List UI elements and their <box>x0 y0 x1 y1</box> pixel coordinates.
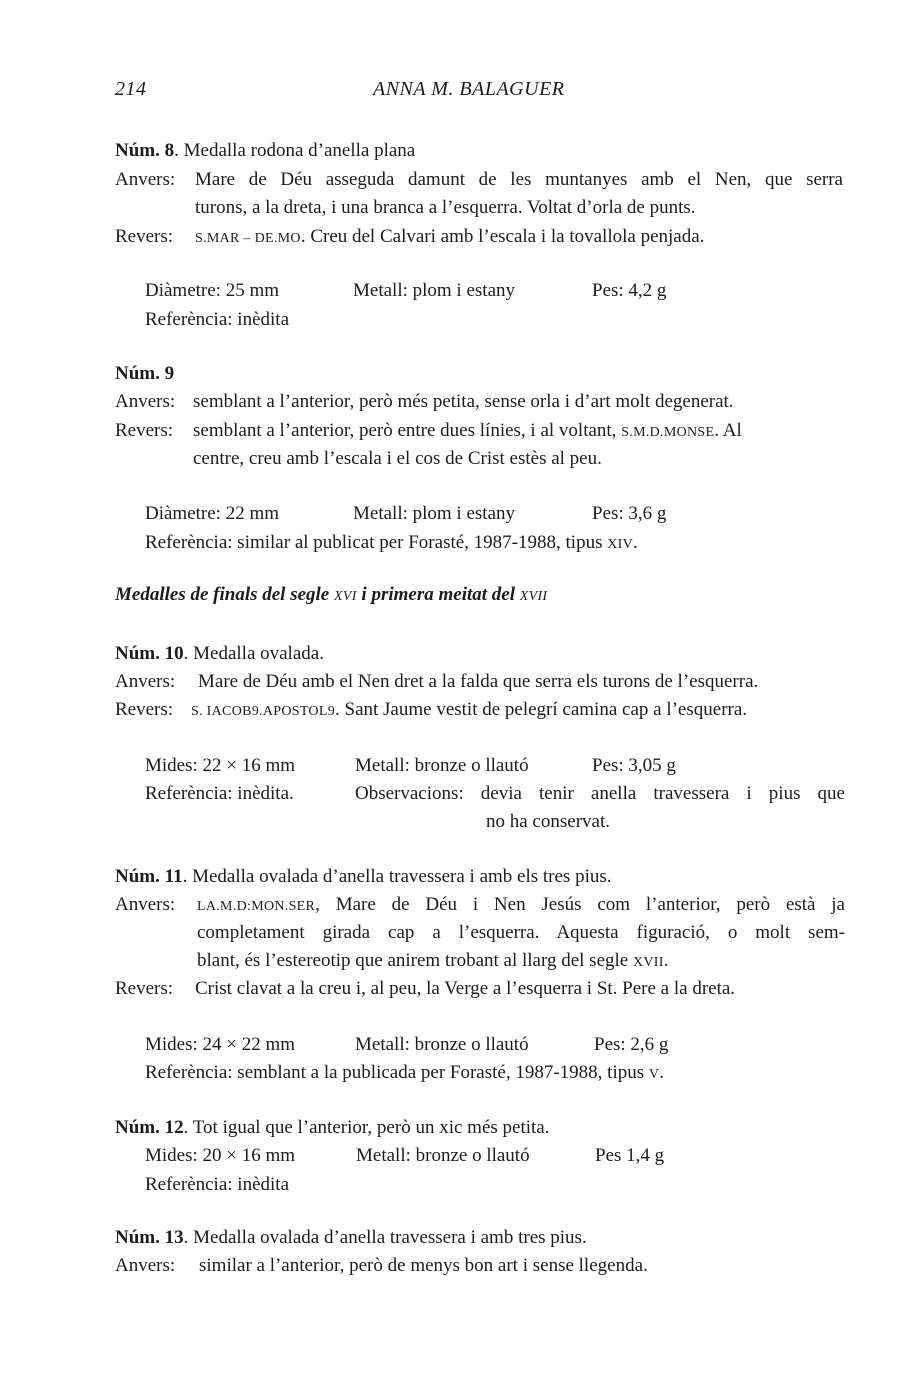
heading-text: Medalles de finals del segle <box>115 584 330 605</box>
entry-8-title <box>115 136 415 165</box>
entry-8-anvers-line1: Mare de Déu asseguda damunt de les muntanyes amb el Nen, que serra <box>195 169 843 190</box>
entry-description: . Medalla ovalada. <box>183 643 324 664</box>
entry-9-metall: Metall: plom i estany <box>353 503 516 524</box>
entry-11-mides: Mides: 24 × 22 mm <box>145 1034 296 1055</box>
entry-10-observacions-line1: Observacions: devia tenir anella travessera i pius que <box>355 783 845 804</box>
entry-11-revers-text: Crist clavat a la creu i, al peu, la Verge a l’esquerra i St. Pere a la dreta. <box>195 978 736 999</box>
entry-11-pes: Pes: 2,6 g <box>594 1034 669 1055</box>
entry-number: Núm. 8 <box>115 140 175 161</box>
entry-13-anvers-text: similar a l’anterior, però de menys bon art i sense llegenda. <box>199 1255 648 1276</box>
entry-10-referencia: Referència: inèdita. <box>145 783 294 804</box>
entry-description: . Medalla ovalada d’anella travessera i amb tres pius. <box>183 1227 587 1248</box>
anvers-description-end: . <box>663 950 669 971</box>
revers-description: semblant a l’anterior, però entre dues línies, i al voltant, <box>193 420 617 441</box>
entry-10-mides: Mides: 22 × 16 mm <box>145 755 296 776</box>
legend-inscription: LA.M.D:MON.SER <box>197 899 316 914</box>
entry-10-revers-text <box>191 695 747 726</box>
heading-century: XVII <box>519 589 548 604</box>
entry-11-anvers-line1 <box>197 890 845 921</box>
revers-description: . Creu del Calvari amb l’escala i la tovallola penjada. <box>300 226 705 247</box>
entry-12-metall: Metall: bronze o llautó <box>356 1145 530 1166</box>
entry-8-pes: Pes: 4,2 g <box>592 280 667 301</box>
entry-8-revers-label: Revers: <box>115 226 174 247</box>
entry-11-metall: Metall: bronze o llautó <box>355 1034 529 1055</box>
entry-9-referencia <box>145 528 638 559</box>
entry-11-anvers-line3 <box>197 946 668 977</box>
entry-12-pes: Pes 1,4 g <box>595 1145 665 1166</box>
entry-9-revers-line1 <box>193 416 742 447</box>
entry-13-title <box>115 1223 587 1252</box>
entry-9-pes: Pes: 3,6 g <box>592 503 667 524</box>
entry-11-revers-label: Revers: <box>115 978 174 999</box>
entry-9-title: Núm. 9 <box>115 363 175 384</box>
revers-description: . Sant Jaume vestit de pelegrí camina cap a l’esquerra. <box>335 699 748 720</box>
entry-13-anvers-label: Anvers: <box>115 1255 176 1276</box>
entry-description: . Tot igual que l’anterior, però un xic més petita. <box>183 1117 550 1138</box>
entry-8-referencia: Referència: inèdita <box>145 309 290 330</box>
entry-number: Núm. 11 <box>115 866 183 887</box>
legend-inscription: S.MAR – DE.MO <box>195 231 301 246</box>
entry-10-metall: Metall: bronze o llautó <box>355 755 529 776</box>
legend-inscription: S.M.D.MONSE <box>621 425 715 440</box>
page-number: 214 <box>115 78 147 100</box>
anvers-description: , Mare de Déu i Nen Jesús com l’anterior, però està ja <box>315 894 845 915</box>
entry-9-revers-label: Revers: <box>115 420 174 441</box>
running-header-author: ANNA M. BALAGUER <box>373 78 565 100</box>
entry-description: . Medalla rodona d’anella plana <box>174 140 416 161</box>
referencia-text: Referència: semblant a la publicada per Forasté, 1987-1988, tipus <box>145 1062 645 1083</box>
entry-10-revers-label: Revers: <box>115 699 174 720</box>
entry-8-revers-text <box>195 222 704 253</box>
entry-10-observacions-line2: no ha conservat. <box>486 811 610 832</box>
entry-11-anvers-line2: completament girada cap a l’esquerra. Aquesta figuració, o molt sem- <box>197 922 845 943</box>
entry-11-title <box>115 862 612 891</box>
anvers-description: blant, és l’estereotip que anirem trobant al llarg del segle <box>197 950 629 971</box>
entry-number: Núm. 12 <box>115 1117 184 1138</box>
referencia-tipus: XIV <box>607 537 634 552</box>
legend-inscription: S. IACOB9.APOSTOL9 <box>191 704 335 719</box>
entry-10-pes: Pes: 3,05 g <box>592 755 676 776</box>
entry-12-title <box>115 1113 549 1142</box>
entry-9-anvers-text: semblant a l’anterior, però més petita, sense orla i d’art molt degenerat. <box>193 391 734 412</box>
entry-11-anvers-label: Anvers: <box>115 894 176 915</box>
entry-8-metall: Metall: plom i estany <box>353 280 516 301</box>
entry-8-diametre: Diàmetre: 25 mm <box>145 280 280 301</box>
entry-10-anvers-label: Anvers: <box>115 671 176 692</box>
entry-8-anvers-line2: turons, a la dreta, i una branca a l’esquerra. Voltat d’orla de punts. <box>195 197 696 218</box>
entry-description: . Medalla ovalada d’anella travessera i amb els tres pius. <box>182 866 612 887</box>
entry-8-anvers-label: Anvers: <box>115 169 176 190</box>
heading-century: XVI <box>334 589 357 604</box>
entry-10-anvers-text: Mare de Déu amb el Nen dret a la falda que serra els turons de l’esquerra. <box>198 671 759 692</box>
entry-number: Núm. 10 <box>115 643 184 664</box>
century-numeral: XVII <box>632 955 664 970</box>
entry-11-referencia <box>145 1058 664 1089</box>
heading-text-mid: i primera meitat del <box>361 584 515 605</box>
entry-10-title <box>115 639 324 668</box>
referencia-tipus: V <box>648 1067 660 1082</box>
entry-9-revers-line2: centre, creu amb l’escala i el cos de Crist estès al peu. <box>193 448 602 469</box>
entry-9-anvers-label: Anvers: <box>115 391 176 412</box>
entry-9-diametre: Diàmetre: 22 mm <box>145 503 280 524</box>
entry-12-mides: Mides: 20 × 16 mm <box>145 1145 296 1166</box>
section-heading <box>115 584 547 606</box>
referencia-text: Referència: similar al publicat per Forasté, 1987-1988, tipus <box>145 532 603 553</box>
revers-description-end: . Al <box>714 420 742 441</box>
referencia-end: . <box>659 1062 665 1083</box>
entry-number: Núm. 13 <box>115 1227 184 1248</box>
entry-12-referencia: Referència: inèdita <box>145 1174 290 1195</box>
referencia-end: . <box>633 532 638 553</box>
